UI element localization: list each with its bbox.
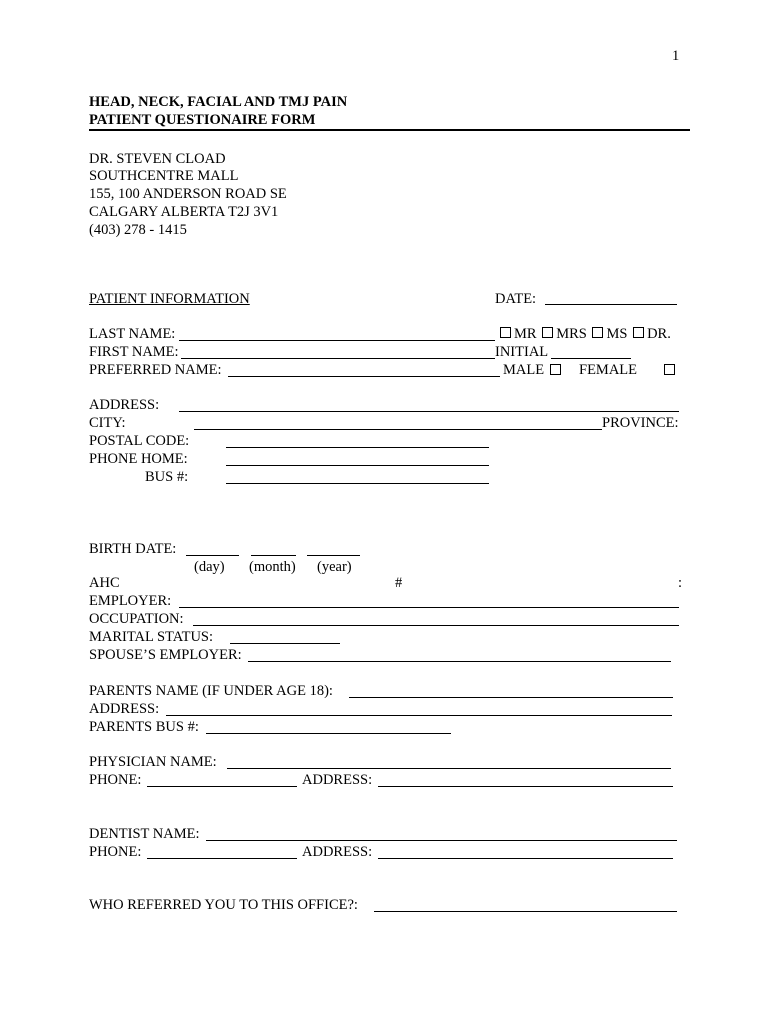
- mrs-label: MRS: [556, 326, 587, 342]
- month-caption: (month): [249, 559, 296, 575]
- marital-status-field[interactable]: [230, 643, 340, 644]
- physician-address-label: ADDRESS:: [302, 772, 373, 788]
- title-rule: [89, 129, 690, 131]
- postal-code-label: POSTAL CODE:: [89, 433, 190, 449]
- ms-label: MS: [606, 326, 628, 342]
- ahc-hash: #: [395, 575, 403, 591]
- clinic-doctor: DR. STEVEN CLOAD: [89, 151, 226, 167]
- address-field[interactable]: [179, 411, 679, 412]
- mr-label: MR: [514, 326, 537, 342]
- date-field[interactable]: [545, 304, 677, 305]
- female-label: FEMALE: [579, 362, 637, 378]
- parents-address-label: ADDRESS:: [89, 701, 160, 717]
- ms-checkbox[interactable]: [592, 327, 603, 338]
- birth-month-field[interactable]: [251, 555, 296, 556]
- clinic-street: 155, 100 ANDERSON ROAD SE: [89, 186, 287, 202]
- first-name-label: FIRST NAME:: [89, 344, 179, 360]
- city-field[interactable]: [194, 429, 602, 430]
- physician-name-field[interactable]: [227, 768, 671, 769]
- birth-day-field[interactable]: [186, 555, 239, 556]
- employer-label: EMPLOYER:: [89, 593, 172, 609]
- province-label: PROVINCE:: [602, 415, 679, 431]
- occupation-label: OCCUPATION:: [89, 611, 184, 627]
- dentist-address-field[interactable]: [378, 858, 673, 859]
- physician-phone-label: PHONE:: [89, 772, 142, 788]
- first-name-field[interactable]: [181, 358, 495, 359]
- parents-bus-label: PARENTS BUS #:: [89, 719, 199, 735]
- date-label: DATE:: [495, 291, 537, 307]
- dentist-address-label: ADDRESS:: [302, 844, 373, 860]
- clinic-mall: SOUTHCENTRE MALL: [89, 168, 239, 184]
- dentist-name-label: DENTIST NAME:: [89, 826, 200, 842]
- female-checkbox[interactable]: [664, 364, 675, 375]
- mr-checkbox[interactable]: [500, 327, 511, 338]
- dr-label: DR.: [647, 326, 671, 342]
- dentist-phone-label: PHONE:: [89, 844, 142, 860]
- birth-year-field[interactable]: [307, 555, 360, 556]
- city-label: CITY:: [89, 415, 126, 431]
- initial-label: INITIAL: [495, 344, 549, 360]
- employer-field[interactable]: [179, 607, 679, 608]
- spouse-employer-field[interactable]: [248, 661, 671, 662]
- last-name-field[interactable]: [179, 340, 495, 341]
- ahc-label: AHC: [89, 575, 120, 591]
- spouse-employer-label: SPOUSE’S EMPLOYER:: [89, 647, 242, 663]
- patient-info-heading: PATIENT INFORMATION: [89, 291, 250, 307]
- mrs-checkbox[interactable]: [542, 327, 553, 338]
- male-label: MALE: [503, 362, 545, 378]
- dr-checkbox[interactable]: [633, 327, 644, 338]
- male-checkbox[interactable]: [550, 364, 561, 375]
- parents-bus-field[interactable]: [206, 733, 451, 734]
- referral-field[interactable]: [374, 911, 677, 912]
- parents-name-field[interactable]: [349, 697, 673, 698]
- preferred-name-field[interactable]: [228, 376, 500, 377]
- clinic-city: CALGARY ALBERTA T2J 3V1: [89, 204, 279, 220]
- phone-home-label: PHONE HOME:: [89, 451, 188, 467]
- title-options: [498, 327, 671, 342]
- bus-label: BUS #:: [145, 469, 189, 485]
- dentist-name-field[interactable]: [206, 840, 677, 841]
- referral-label: WHO REFERRED YOU TO THIS OFFICE?:: [89, 897, 358, 913]
- birth-date-label: BIRTH DATE:: [89, 541, 177, 557]
- physician-name-label: PHYSICIAN NAME:: [89, 754, 217, 770]
- postal-code-field[interactable]: [226, 447, 489, 448]
- parents-address-field[interactable]: [166, 715, 672, 716]
- phone-home-field[interactable]: [226, 465, 489, 466]
- form-title-line2: PATIENT QUESTIONAIRE FORM: [89, 112, 316, 128]
- clinic-phone: (403) 278 - 1415: [89, 222, 187, 238]
- ahc-colon: :: [678, 575, 683, 591]
- physician-address-field[interactable]: [378, 786, 673, 787]
- physician-phone-field[interactable]: [147, 786, 297, 787]
- page-number: 1: [672, 48, 680, 64]
- day-caption: (day): [194, 559, 225, 575]
- parents-name-label: PARENTS NAME (IF UNDER AGE 18):: [89, 683, 333, 699]
- marital-status-label: MARITAL STATUS:: [89, 629, 214, 645]
- dentist-phone-field[interactable]: [147, 858, 297, 859]
- occupation-field[interactable]: [193, 625, 679, 626]
- preferred-name-label: PREFERRED NAME:: [89, 362, 222, 378]
- address-label: ADDRESS:: [89, 397, 160, 413]
- last-name-label: LAST NAME:: [89, 326, 176, 342]
- form-title-line1: HEAD, NECK, FACIAL AND TMJ PAIN: [89, 94, 348, 110]
- bus-field[interactable]: [226, 483, 489, 484]
- year-caption: (year): [317, 559, 352, 575]
- initial-field[interactable]: [551, 358, 631, 359]
